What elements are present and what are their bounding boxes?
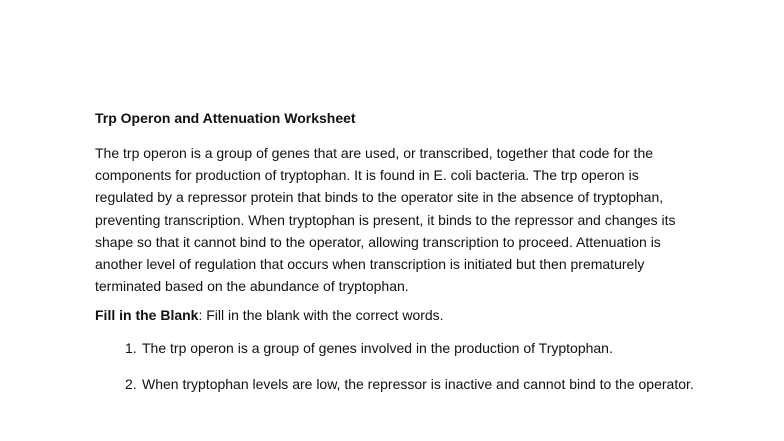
- question-item: [95, 337, 695, 359]
- section-heading-instructions: : Fill in the blank with the correct words.: [198, 307, 444, 324]
- section-heading: [95, 305, 695, 325]
- question-number: 1.: [125, 340, 137, 357]
- document-body: [95, 108, 695, 409]
- question-item: [95, 373, 695, 395]
- question-list: [95, 337, 695, 395]
- question-text: The trp operon is a group of genes involved in the production of Tryptophan.: [142, 340, 613, 357]
- question-text: When tryptophan levels are low, the repressor is inactive and cannot bind to the operator.: [142, 376, 694, 393]
- intro-paragraph: The trp operon is a group of genes that are used, or transcribed, together that code for the components for production of tryptophan. It is found in E. coli bacteria. The trp operon is regulated by a repressor protein that binds to the operator site in the absence of tryptophan, preventing transcription. When tryptophan is present, it binds to the repressor and changes its shape so that it cannot bind to the operator, allowing transcription to proceed. Attenuation is another level of regulation that occurs when transcription is initiated but then prematurely terminated based on the abundance of tryptophan.: [95, 145, 676, 295]
- section-heading-bold: Fill in the Blank: [95, 307, 199, 324]
- question-number: 2.: [125, 376, 137, 393]
- document-title: Trp Operon and Attenuation Worksheet: [95, 110, 356, 126]
